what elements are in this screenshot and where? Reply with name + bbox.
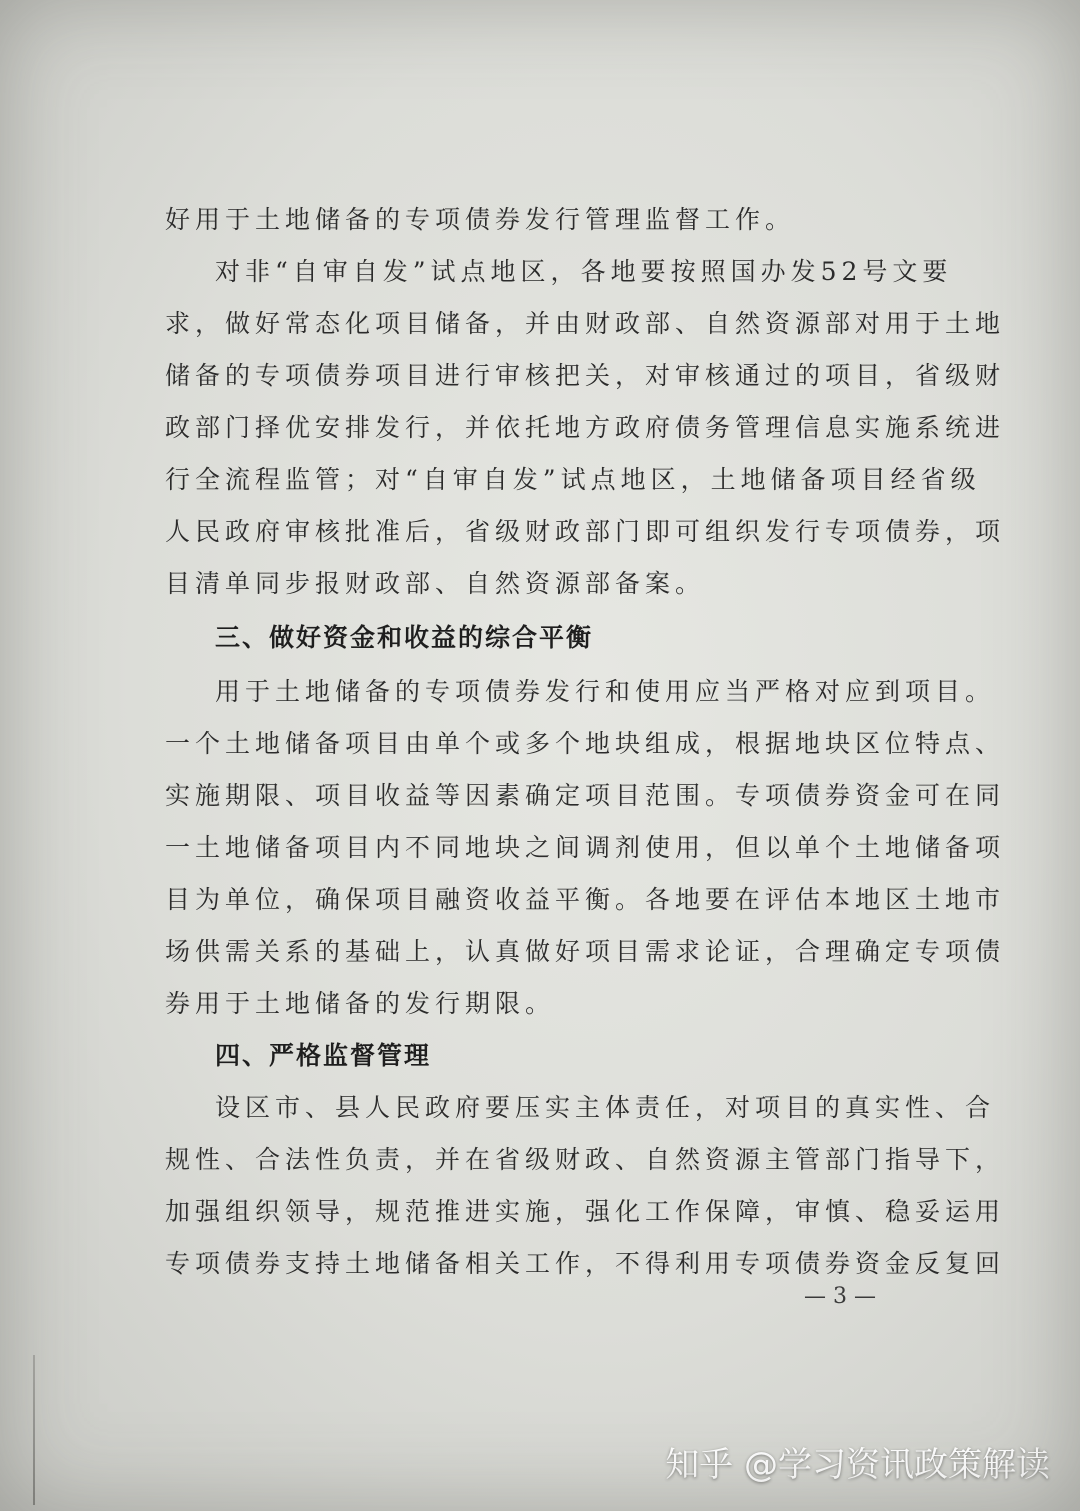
text-line: 目为单位，确保项目融资收益平衡。各地要在评估本地区土地市 [165,885,1006,914]
section-heading-three: 三、做好资金和收益的综合平衡 [215,623,594,652]
text-line: 行全流程监管；对“自审自发”试点地区，土地储备项目经省级 [165,465,981,494]
text-line: 求，做好常态化项目储备，并由财政部、自然资源部对用于土地 [165,309,1006,338]
text-line: 政部门择优安排发行，并依托地方政府债务管理信息实施系统进 [165,413,1006,442]
text-line: 场供需关系的基础上，认真做好项目需求论证，合理确定专项债 [165,937,1006,966]
text-line: 一土地储备项目内不同地块之间调剂使用，但以单个土地储备项 [165,833,1006,862]
text-line: 好用于土地储备的专项债券发行管理监督工作。 [165,205,796,234]
paragraph-start-line: 用于土地储备的专项债券发行和使用应当严格对应到项目。 [215,677,996,706]
watermark: 知乎 @学习资讯政策解读 [665,1445,1050,1485]
binding-edge [33,1355,35,1505]
text-line: 规性、合法性负责，并在省级财政、自然资源主管部门指导下， [165,1145,1006,1174]
paragraph-start-line: 设区市、县人民政府要压实主体责任，对项目的真实性、合 [215,1093,996,1122]
page-number: — 3 — [804,1284,876,1309]
text-line: 储备的专项债券项目进行审核把关，对审核通过的项目，省级财 [165,361,1006,390]
text-line: 券用于土地储备的发行期限。 [165,989,556,1018]
text-line: 人民政府审核批准后，省级财政部门即可组织发行专项债券，项 [165,517,1006,546]
text-line: 实施期限、项目收益等因素确定项目范围。专项债券资金可在同 [165,781,1006,810]
text-line: 一个土地储备项目由单个或多个地块组成，根据地块区位特点、 [165,729,1006,758]
text-line: 加强组织领导，规范推进实施，强化工作保障，审慎、稳妥运用 [165,1197,1006,1226]
paragraph-start-line: 对非“自审自发”试点地区，各地要按照国办发52号文要 [215,257,953,286]
section-heading-four: 四、严格监督管理 [215,1041,432,1070]
text-line: 目清单同步报财政部、自然资源部备案。 [165,569,706,598]
text-line: 专项债券支持土地储备相关工作，不得利用专项债券资金反复回 [165,1249,1006,1278]
